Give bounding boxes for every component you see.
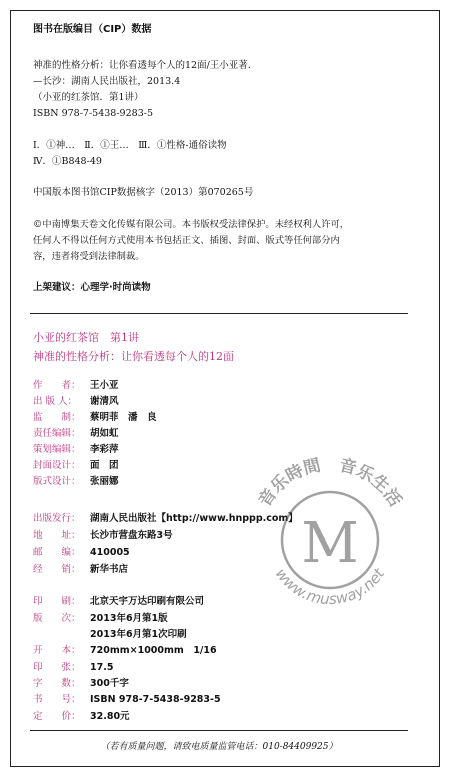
credit-label: 出 版 人： (33, 396, 78, 407)
cip-class-1: Ⅰ．①神… Ⅱ．①王… Ⅲ．①性格-通俗读物 (33, 140, 227, 151)
credit-label: 封面设计： (33, 460, 81, 471)
watermark-letter: M (301, 511, 359, 576)
print-value: 32.80元 (90, 711, 130, 722)
section-divider (30, 313, 408, 314)
series-title: 小亚的红茶馆 第1讲 (33, 331, 139, 344)
watermark-top-text: 音乐時間 音乐生活 (254, 455, 406, 511)
publish-value: 410005 (90, 547, 130, 558)
shelf-suggestion: 上架建议：心理学·时尚读物 (33, 282, 151, 293)
print-label: 版 次： (33, 613, 81, 624)
print-label: 开 本： (33, 645, 81, 656)
cip-heading: 图书在版编目（CIP）数据 (33, 24, 152, 35)
credit-value: 胡如虹 (90, 428, 119, 439)
print-value: 北京天宇万达印刷有限公司 (90, 596, 205, 607)
cip-line-3: （小亚的红茶馆．第1讲） (33, 92, 144, 103)
credit-value: 张丽娜 (90, 476, 119, 487)
publish-value: 长沙市营盘东路3号 (90, 530, 173, 541)
print-label: 印 张： (33, 662, 81, 673)
print-label: 定 价： (33, 711, 81, 722)
publish-value: 新华书店 (90, 564, 129, 575)
publish-label: 地 址： (33, 530, 81, 541)
print-value: 720mm×1000mm 1/16 (90, 645, 217, 656)
credit-value: 面 团 (90, 460, 119, 471)
watermark-stamp (230, 440, 430, 640)
print-value: 300千字 (90, 678, 129, 689)
watermark-bottom-text: www.musway.net (271, 564, 389, 609)
cip-core-data: 中国版本图书馆CIP数据核字（2013）第070265号 (33, 187, 254, 198)
cip-line-2: —长沙：湖南人民出版社，2013.4 (33, 76, 181, 87)
credit-label: 监 制： (33, 412, 81, 423)
print-label: 书 号： (33, 694, 81, 705)
bottom-divider (30, 730, 408, 731)
copyright-line-3: 容，违者将受到法律制裁。 (33, 251, 145, 262)
print-value: 2013年6月第1版 (90, 613, 168, 624)
print-value: 17.5 (90, 662, 114, 673)
credit-value: 李彩萍 (90, 444, 119, 455)
cip-line-1: 神准的性格分析：让你看透每个人的12面/王小亚著. (33, 60, 251, 71)
copyright-line-1: ©中南博集天卷文化传媒有限公司。本书版权受法律保护。未经权利人许可， (33, 219, 350, 230)
print-label: 印 刷： (33, 596, 81, 607)
publish-value: 湖南人民出版社【http://www.hnppp.com】 (90, 513, 298, 524)
print-value: ISBN 978-7-5438-9283-5 (90, 694, 221, 705)
quality-notice: （若有质量问题，请致电质量监管电话：010-84409925） (100, 742, 338, 752)
cip-class-2: Ⅳ．①B848-49 (33, 156, 102, 167)
cip-isbn: ISBN 978-7-5438-9283-5 (33, 108, 153, 119)
copyright-line-2: 任何人不得以任何方式使用本书包括正文、插图、封面、版式等任何部分内 (33, 235, 340, 246)
credit-value: 谢清风 (90, 396, 119, 407)
credit-value: 王小亚 (90, 380, 119, 391)
book-title: 神准的性格分析：让你看透每个人的12面 (33, 350, 234, 363)
credit-label: 责任编辑： (33, 428, 81, 439)
publish-label: 邮 编： (33, 547, 81, 558)
publish-label: 经 销： (33, 564, 81, 575)
print-value: 2013年6月第1次印刷 (90, 629, 187, 640)
credit-value: 蔡明菲 潘 良 (90, 412, 157, 423)
credit-label: 策划编辑： (33, 444, 81, 455)
credit-label: 版式设计： (33, 476, 81, 487)
publish-label: 出版发行： (33, 513, 81, 524)
print-label: 字 数： (33, 678, 81, 689)
credit-label: 作 者： (33, 380, 81, 391)
